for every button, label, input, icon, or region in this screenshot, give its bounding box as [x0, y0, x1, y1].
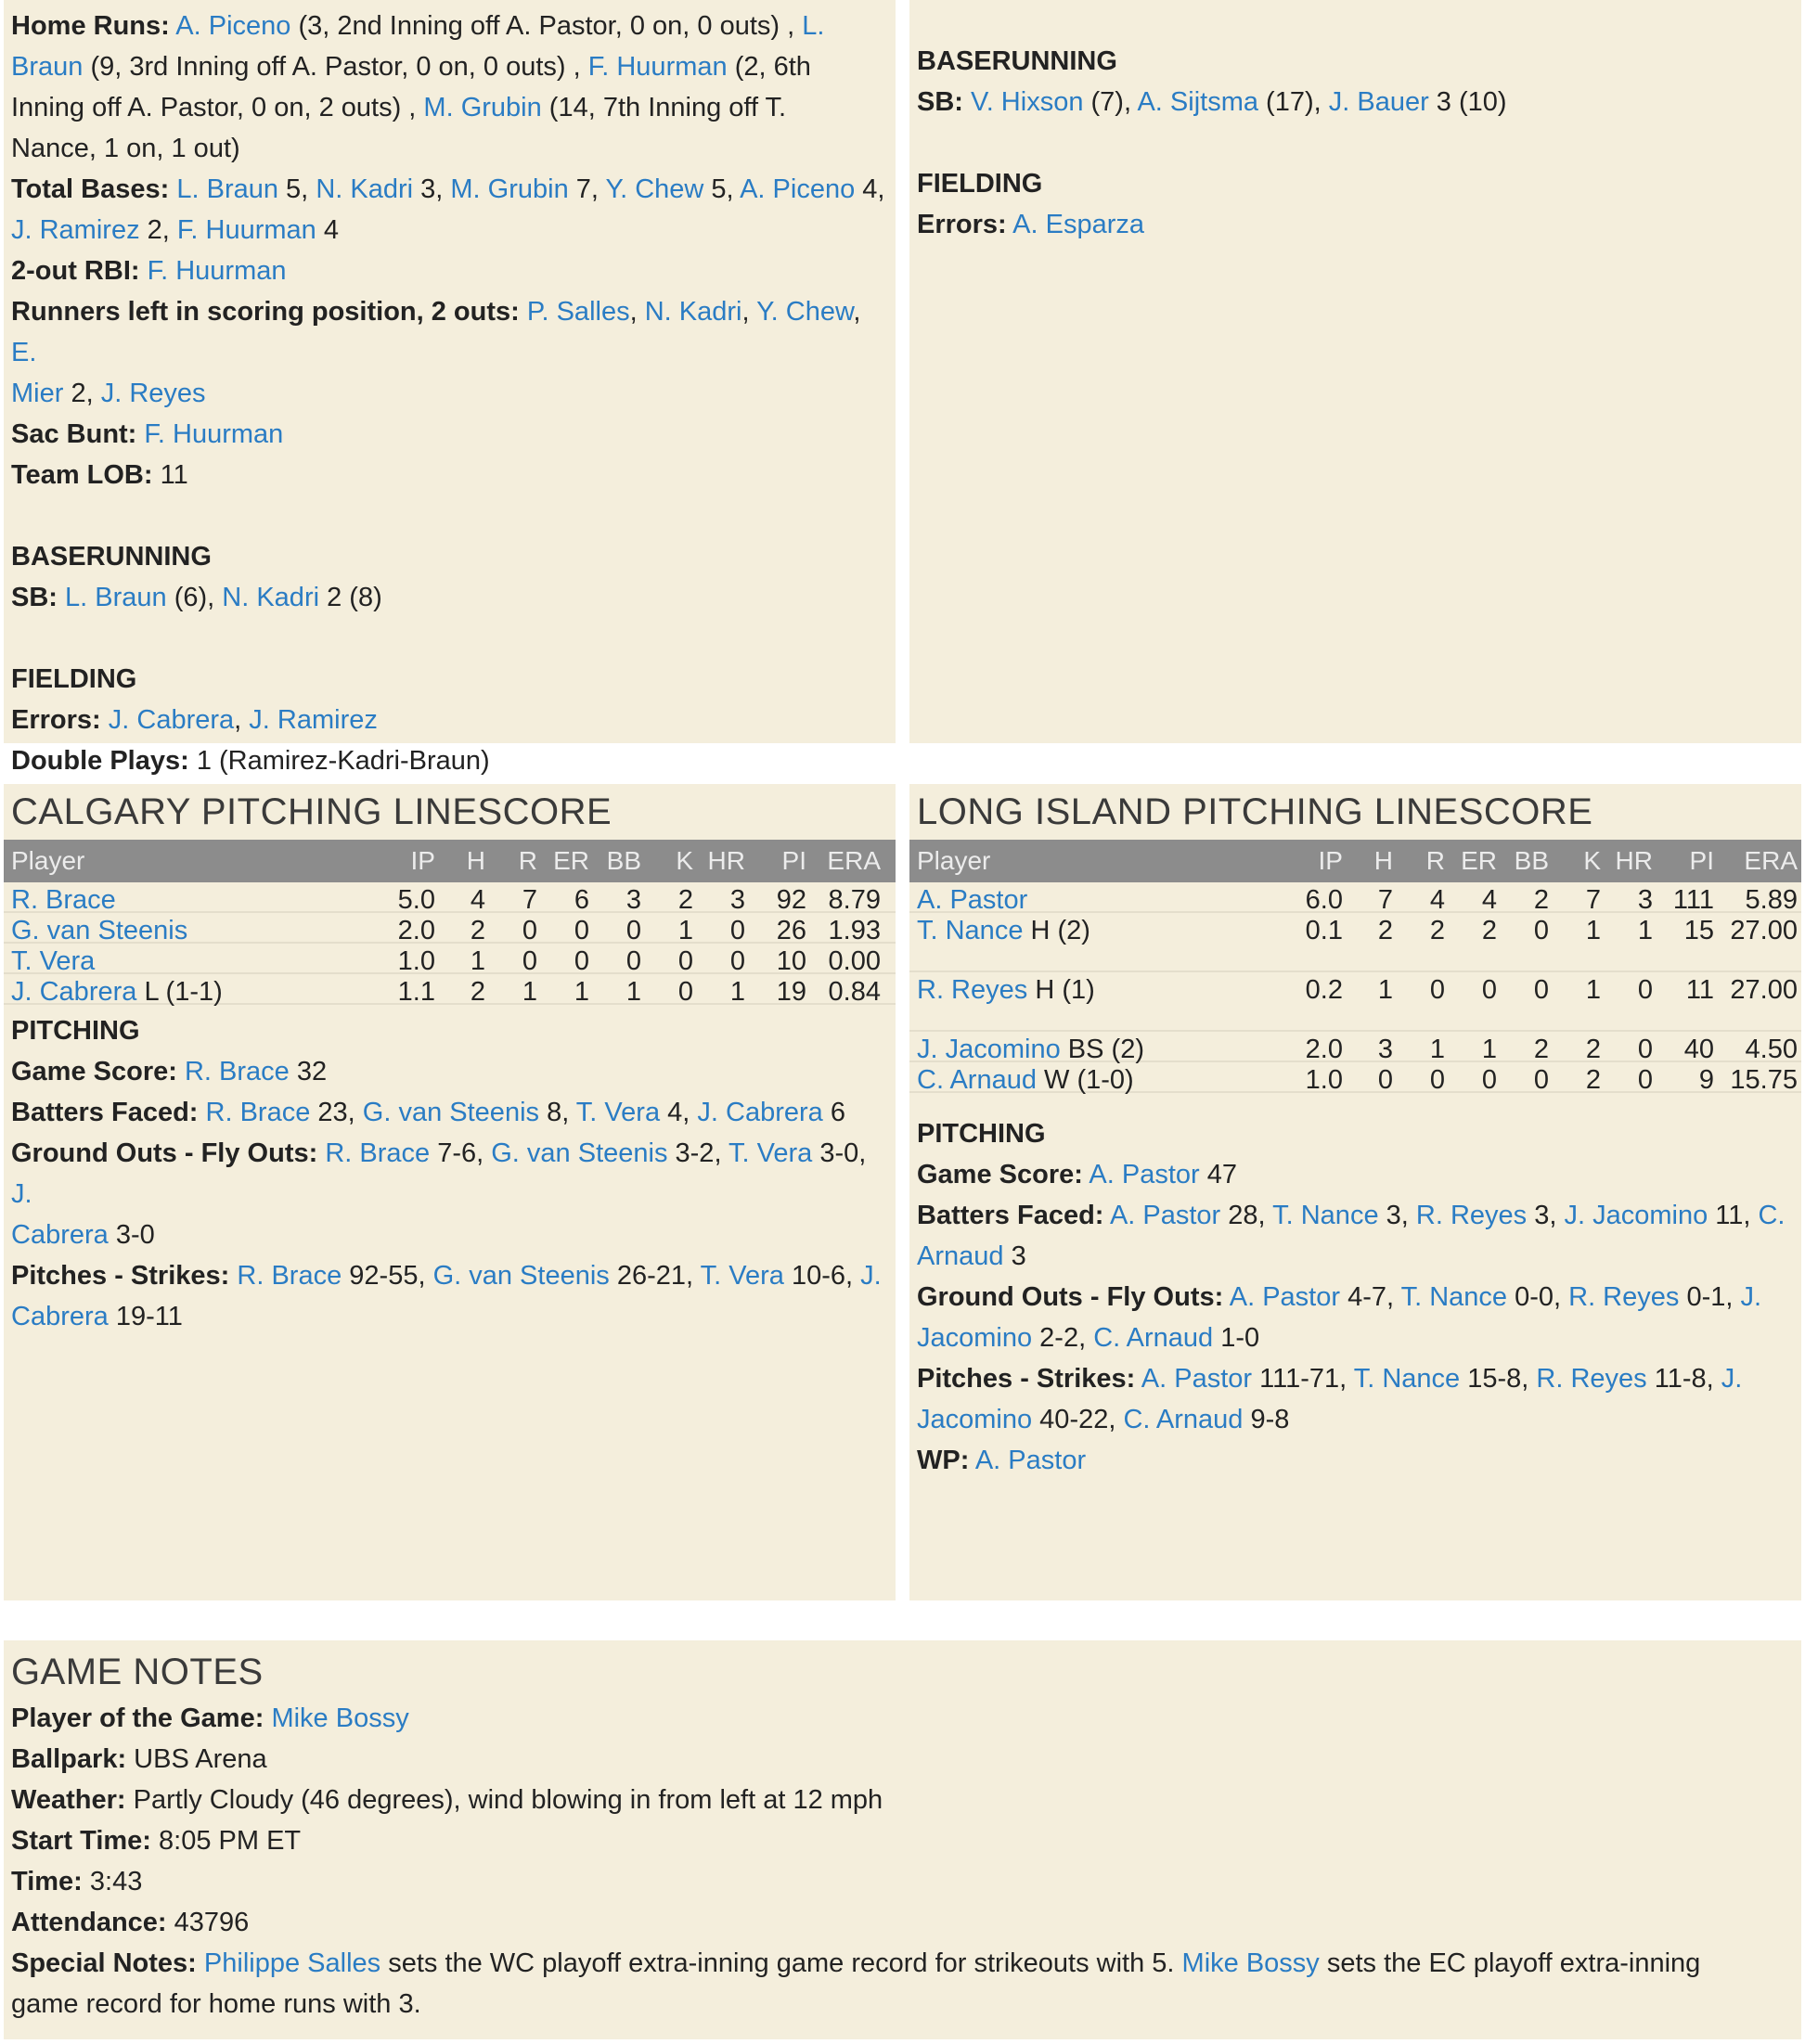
calgary-batting-notes-panel: Home Runs: A. Piceno (3, 2nd Inning off A. Pastor, 0 on, 0 outs) , L. Braun (9, 3rd Inning off A. Pastor, 0 on, 0 outs) , F. Huurman (2, 6th Inning off A. Pastor, 0 on, 2 outs) , M. Grubin (14, 7th Inning off T. Nance, 1 on, 1 out) Total Bases: L. Braun 5, N. Kadri 3, M. Grubin 7, Y. Chew 5, A. Piceno 4, J. Ramirez 2, F. Huurman 4 2-out RBI: F. Huurman Runners left in scoring position, 2 outs: P. Salles, N. Kadri, Y. Chew, E. Mier 2, J. Reyes Sac Bunt: F. Huurman Team LOB: 11 BASERUNNING SB: L. Braun (6), N. Kadri 2 (8) FIELDING Errors: J. Cabrera, J. Ramirez Double Plays: 1 (Ramirez-Kadri-Braun) — [4, 0, 896, 743]
stat-cell-bb: 2 — [1533, 885, 1549, 915]
pitching-table-body — [4, 882, 896, 1005]
player-link[interactable]: M. Grubin — [450, 174, 569, 204]
pitching-heading: PITCHING — [11, 1016, 140, 1046]
pitcher-cell — [4, 946, 370, 977]
stat-cell-bb: 2 — [1533, 1035, 1549, 1064]
table-row — [4, 944, 896, 974]
player-link[interactable]: R. Reyes — [1415, 1201, 1528, 1230]
player-link[interactable]: Mike Bossy — [1181, 1948, 1320, 1978]
player-link[interactable]: G. van Steenis — [362, 1098, 540, 1127]
player-link[interactable]: A. Esparza — [1012, 210, 1145, 239]
start-time-line: Start Time: 8:05 PM ET — [11, 1826, 302, 1856]
stat-cell-bb: 1 — [625, 977, 641, 1007]
stat-cell-era: 5.89 — [1745, 885, 1798, 915]
stat-cell-pi: 9 — [1698, 1065, 1714, 1095]
stat-cell-ip: 2.0 — [397, 916, 435, 945]
baserunning-heading: BASERUNNING — [11, 542, 212, 572]
stat-cell-hr: 0 — [1637, 1065, 1653, 1095]
stat-cell-pi: 15 — [1683, 916, 1714, 945]
game-score-line: Game Score: R. Brace 32 — [11, 1057, 328, 1086]
decision-note: W (1-0) — [1036, 1065, 1134, 1095]
player-link[interactable]: L. Braun — [65, 583, 167, 612]
stat-cell-h: 0 — [1377, 1065, 1393, 1095]
stat-cell-k: 0 — [677, 946, 693, 976]
stat-cell-bb: 0 — [625, 916, 641, 945]
stat-cell-h: 7 — [1377, 885, 1393, 915]
player-link[interactable]: Mier — [11, 379, 64, 408]
sac-bunt-line: Sac Bunt: F. Huurman — [11, 419, 284, 449]
errors-line: Errors: J. Cabrera, J. Ramirez — [11, 705, 378, 735]
two-out-rbi-line: 2-out RBI: F. Huurman — [11, 256, 287, 286]
pitcher-cell — [909, 1035, 1278, 1065]
player-link[interactable]: Y. Chew — [605, 174, 704, 204]
stat-cell-r: 0 — [1429, 1065, 1445, 1095]
stat-cell-r: 4 — [1429, 885, 1445, 915]
player-link[interactable]: Cabrera — [11, 1220, 109, 1250]
player-link[interactable]: C. Arnaud — [1123, 1405, 1244, 1434]
stat-cell-pi: 92 — [776, 885, 806, 915]
pitcher-cell — [4, 885, 370, 916]
player-link[interactable]: N. Kadri — [222, 583, 320, 612]
stat-cell-k: 2 — [677, 885, 693, 915]
table-row — [909, 972, 1801, 1032]
stat-cell-ip: 1.0 — [397, 946, 435, 976]
table-row — [4, 974, 896, 1005]
player-link[interactable]: R. Reyes — [917, 975, 1028, 1005]
table-header: Player IP H R ER BB K HR PI ERA — [4, 840, 896, 882]
table-row — [909, 1032, 1801, 1062]
double-plays-line: Double Plays: 1 (Ramirez-Kadri-Braun) — [11, 746, 490, 776]
weather-line: Weather: Partly Cloudy (46 degrees), wind blowing in from left at 12 mph — [11, 1785, 883, 1815]
player-link[interactable]: J. Ramirez — [11, 215, 140, 245]
home-runs-line: Home Runs: A. Piceno (3, 2nd Inning off A. Pastor, 0 on, 0 outs) , L. — [11, 11, 825, 41]
pitcher-cell — [4, 977, 370, 1008]
player-link[interactable]: J. — [1721, 1364, 1743, 1394]
player-link[interactable]: L. Braun — [176, 174, 278, 204]
player-link[interactable]: R. Reyes — [1536, 1364, 1647, 1394]
player-link[interactable]: J. Jacomino — [1564, 1201, 1708, 1230]
player-link[interactable]: R. Brace — [184, 1057, 290, 1086]
player-link[interactable]: A. Sijtsma — [1137, 87, 1258, 117]
stat-cell-bb: 0 — [1533, 975, 1549, 1005]
stat-cell-pi: 40 — [1683, 1035, 1714, 1064]
stat-cell-k: 1 — [677, 916, 693, 945]
table-row — [4, 913, 896, 944]
pitching-heading: PITCHING — [917, 1119, 1046, 1149]
batters-faced-line: Batters Faced: A. Pastor 28, T. Nance 3, R. Reyes 3, J. Jacomino 11, C. — [917, 1201, 1786, 1230]
stat-cell-era: 4.50 — [1745, 1035, 1798, 1064]
stat-cell-h: 1 — [1377, 975, 1393, 1005]
game-score-line: Game Score: A. Pastor 47 — [917, 1160, 1237, 1189]
stat-cell-h: 2 — [1377, 916, 1393, 945]
ground-fly-outs-line: Ground Outs - Fly Outs: R. Brace 7-6, G. van Steenis 3-2, T. Vera 3-0, J. — [11, 1138, 867, 1209]
table-row — [909, 913, 1801, 972]
ballpark-line: Ballpark: UBS Arena — [11, 1744, 267, 1774]
stat-cell-hr: 3 — [729, 885, 745, 915]
stolen-bases-line: SB: V. Hixson (7), A. Sijtsma (17), J. Bauer 3 (10) — [917, 87, 1507, 117]
game-notes-panel: GAME NOTES Player of the Game: Mike Bossy Ballpark: UBS Arena Weather: Partly Cloudy (46 degrees), wind blowing in from left at 12 mph Start Time: 8:05 PM ET Time: 3:43 Attendance: 43796 Special Notes: Philippe Salles sets the WC playoff extra-inning game record for strikeouts with 5. Mike Bossy sets the EC playoff extra-inning game record for home runs with 3. — [4, 1640, 1801, 2039]
stat-cell-pi: 11 — [1685, 975, 1714, 1005]
stat-cell-er: 0 — [574, 946, 589, 976]
stat-cell-r: 2 — [1429, 916, 1445, 945]
stat-cell-ip: 1.1 — [397, 977, 435, 1007]
stat-cell-er: 1 — [1481, 1035, 1497, 1064]
player-link[interactable]: R. Brace — [325, 1138, 431, 1168]
stat-cell-k: 1 — [1585, 916, 1601, 945]
player-link[interactable]: T. Nance — [1353, 1364, 1461, 1394]
stat-cell-r: 1 — [522, 977, 537, 1007]
stat-cell-hr: 3 — [1637, 885, 1653, 915]
long-island-batting-notes-panel — [909, 0, 1801, 743]
player-link[interactable]: J. Cabrera — [108, 705, 235, 735]
player-link[interactable]: Jacomino — [917, 1405, 1033, 1434]
stat-cell-era: 0.00 — [828, 946, 881, 976]
long-island-pitching-panel: LONG ISLAND PITCHING LINESCORE Player IP H R ER BB K HR PI ERA A. Pastor 6.0 7 4 4 2 7 3 111 5.89 T. Nance H (2) 0.1 2 2 2 0 1 1 15 27.00 R. Reyes H (1) 0.2 1 0 0 0 1 0 11 27.00 J. Jacomino BS (2) 2.0 3 1 1 2 2 0 40 4.50 C. Arnaud W (1-0) 1.0 0 0 0 0 2 0 9 15.75 PITCHING Game Score: A. Pastor 47 Batters Faced: A. Pastor 28, T. Nance 3, R. Reyes 3, J. Jacomino 11, C. Arnaud 3 Ground Outs - Fly Outs: A. Pastor 4-7, T. Nance 0-0, R. Reyes 0-1, J. Jacomino 2-2, C. Arnaud 1-0 Pitches - Strikes: A. Pastor 111-71, T. Nance 15-8, R. Reyes 11-8, J. Jacomino 40-22, C. Arnaud 9-8 WP: A. Pastor — [909, 784, 1801, 1600]
pitches-strikes-line: Pitches - Strikes: A. Pastor 111-71, T. Nance 15-8, R. Reyes 11-8, J. — [917, 1364, 1743, 1394]
player-link[interactable]: Mike Bossy — [271, 1703, 409, 1733]
stat-cell-ip: 6.0 — [1305, 885, 1343, 915]
player-link[interactable]: A. Piceno — [740, 174, 856, 204]
attendance-line: Attendance: 43796 — [11, 1908, 250, 1937]
player-link[interactable]: M. Grubin — [423, 93, 542, 122]
stat-cell-er: 1 — [574, 977, 589, 1007]
player-of-game-line: Player of the Game: Mike Bossy — [11, 1703, 409, 1733]
player-link[interactable]: J. — [860, 1261, 882, 1291]
stat-cell-era: 27.00 — [1730, 916, 1798, 945]
winning-pitcher-line: WP: A. Pastor — [917, 1446, 1087, 1475]
stat-cell-era: 27.00 — [1730, 975, 1798, 1005]
stat-cell-hr: 0 — [729, 916, 745, 945]
player-link[interactable]: F. Huurman — [144, 419, 284, 449]
player-link[interactable]: J. Reyes — [100, 379, 206, 408]
player-link[interactable]: F. Huurman — [176, 215, 316, 245]
stat-cell-era: 15.75 — [1730, 1065, 1798, 1095]
player-link[interactable]: J. Cabrera — [11, 977, 137, 1007]
player-link[interactable]: Y. Chew — [756, 297, 854, 327]
ground-fly-outs-line: Ground Outs - Fly Outs: A. Pastor 4-7, T. Nance 0-0, R. Reyes 0-1, J. — [917, 1282, 1762, 1312]
player-link[interactable]: J. Ramirez — [249, 705, 378, 735]
stat-cell-hr: 1 — [1637, 916, 1653, 945]
errors-line: Errors: A. Esparza — [917, 210, 1145, 239]
stat-cell-pi: 19 — [776, 977, 806, 1007]
player-link[interactable]: J. Bauer — [1328, 87, 1429, 117]
stat-cell-era: 1.93 — [828, 916, 881, 945]
player-link[interactable]: T. Nance — [1400, 1282, 1508, 1312]
stat-cell-bb: 0 — [625, 946, 641, 976]
pitcher-cell — [909, 885, 1278, 916]
stat-cell-pi: 10 — [776, 946, 806, 976]
table-row — [4, 882, 896, 913]
decision-note: L (1-1) — [136, 977, 223, 1007]
rlisp-line: Runners left in scoring position, 2 outs: P. Salles, N. Kadri, Y. Chew, E. — [11, 297, 861, 367]
baserunning-heading: BASERUNNING — [917, 46, 1117, 76]
player-link[interactable]: F. Huurman — [147, 256, 287, 286]
stat-cell-h: 3 — [1377, 1035, 1393, 1064]
stat-cell-k: 7 — [1585, 885, 1601, 915]
stat-cell-r: 1 — [1429, 1035, 1445, 1064]
stat-cell-ip: 5.0 — [397, 885, 435, 915]
stat-cell-er: 4 — [1481, 885, 1497, 915]
stat-cell-k: 2 — [1585, 1065, 1601, 1095]
player-link[interactable]: T. Vera — [700, 1261, 784, 1291]
stat-cell-bb: 3 — [625, 885, 641, 915]
pitcher-cell — [4, 916, 370, 946]
player-link[interactable]: P. Salles — [526, 297, 630, 327]
player-link[interactable]: F. Huurman — [587, 52, 728, 82]
pitching-table-body — [909, 882, 1801, 1093]
stat-cell-hr: 0 — [729, 946, 745, 976]
player-link[interactable]: T. Vera — [11, 946, 96, 976]
stat-cell-hr: 0 — [1637, 975, 1653, 1005]
team-lob-line: Team LOB: 11 — [11, 460, 188, 490]
stat-cell-h: 1 — [470, 946, 485, 976]
player-link[interactable]: J. Jacomino — [917, 1035, 1061, 1064]
total-bases-line: Total Bases: L. Braun 5, N. Kadri 3, M. Grubin 7, Y. Chew 5, A. Piceno 4, — [11, 174, 885, 204]
stat-cell-era: 8.79 — [828, 885, 881, 915]
stat-cell-bb: 0 — [1533, 1065, 1549, 1095]
table-header: Player IP H R ER BB K HR PI ERA — [909, 840, 1801, 882]
player-link[interactable]: V. Hixson — [971, 87, 1084, 117]
player-link[interactable]: R. Reyes — [1568, 1282, 1680, 1312]
player-link[interactable]: L. — [802, 11, 825, 41]
player-link[interactable]: C. — [1758, 1201, 1786, 1230]
table-row — [909, 882, 1801, 913]
player-link[interactable]: J. Cabrera — [697, 1098, 823, 1127]
player-link[interactable]: J. — [1740, 1282, 1762, 1312]
pitcher-cell — [909, 916, 1278, 946]
decision-note: H (1) — [1027, 975, 1095, 1005]
batters-faced-line: Batters Faced: R. Brace 23, G. van Steenis 8, T. Vera 4, J. Cabrera 6 — [11, 1098, 845, 1127]
table-row — [909, 1062, 1801, 1093]
panel-title: CALGARY PITCHING LINESCORE — [11, 791, 612, 832]
player-link[interactable]: C. Arnaud — [1093, 1323, 1214, 1353]
stat-cell-er: 2 — [1481, 916, 1497, 945]
player-link[interactable]: Braun — [11, 52, 84, 82]
player-link[interactable]: R. Brace — [237, 1261, 342, 1291]
pitcher-cell — [909, 1065, 1278, 1096]
stat-cell-era: 0.84 — [828, 977, 881, 1007]
pitches-strikes-line: Pitches - Strikes: R. Brace 92-55, G. van Steenis 26-21, T. Vera 10-6, J. — [11, 1261, 882, 1291]
player-link[interactable]: A. Pastor — [974, 1446, 1087, 1475]
fielding-heading: FIELDING — [917, 169, 1043, 199]
stat-cell-k: 0 — [677, 977, 693, 1007]
stat-cell-r: 0 — [522, 946, 537, 976]
panel-title: LONG ISLAND PITCHING LINESCORE — [917, 791, 1593, 832]
stat-cell-r: 0 — [1429, 975, 1445, 1005]
player-link[interactable]: E. — [11, 338, 37, 367]
stat-cell-ip: 0.1 — [1305, 916, 1343, 945]
stat-cell-er: 6 — [574, 885, 589, 915]
stat-cell-ip: 2.0 — [1305, 1035, 1343, 1064]
player-link[interactable]: N. Kadri — [316, 174, 414, 204]
stat-cell-pi: 111 — [1672, 885, 1714, 915]
decision-note: BS (2) — [1060, 1035, 1144, 1064]
player-link[interactable]: A. Pastor — [1109, 1201, 1221, 1230]
player-link[interactable]: G. van Steenis — [491, 1138, 668, 1168]
player-link[interactable]: A. Pastor — [1229, 1282, 1341, 1312]
stat-cell-er: 0 — [574, 916, 589, 945]
panel-title: GAME NOTES — [11, 1652, 264, 1692]
stat-cell-pi: 26 — [776, 916, 806, 945]
stat-cell-h: 4 — [470, 885, 485, 915]
player-link[interactable]: R. Brace — [205, 1098, 311, 1127]
stat-cell-er: 0 — [1481, 1065, 1497, 1095]
stat-cell-ip: 1.0 — [1305, 1065, 1343, 1095]
stat-cell-hr: 0 — [1637, 1035, 1653, 1064]
stat-cell-hr: 1 — [729, 977, 745, 1007]
special-notes-line: Special Notes: Philippe Salles sets the WC playoff extra-inning game record for strikeouts with 5. Mike Bossy sets the EC playoff extra-inning — [11, 1948, 1701, 1978]
player-link[interactable]: T. Nance — [917, 916, 1024, 945]
stat-cell-h: 2 — [470, 916, 485, 945]
stat-cell-er: 0 — [1481, 975, 1497, 1005]
player-link[interactable]: T. Nance — [1272, 1201, 1379, 1230]
player-link[interactable]: Philippe Salles — [203, 1948, 381, 1978]
player-link[interactable]: G. van Steenis — [11, 916, 188, 945]
stat-cell-k: 2 — [1585, 1035, 1601, 1064]
player-link[interactable]: T. Vera — [575, 1098, 661, 1127]
player-link[interactable]: Jacomino — [917, 1323, 1033, 1353]
player-link[interactable]: R. Brace — [11, 885, 116, 915]
player-link[interactable]: A. Pastor — [917, 885, 1028, 915]
decision-note: H (2) — [1023, 916, 1090, 945]
fielding-heading: FIELDING — [11, 664, 137, 694]
player-link[interactable]: G. van Steenis — [432, 1261, 610, 1291]
player-link[interactable]: A. Piceno — [175, 11, 291, 41]
player-link[interactable]: A. Pastor — [1141, 1364, 1253, 1394]
player-link[interactable]: N. Kadri — [644, 297, 742, 327]
calgary-pitching-panel: CALGARY PITCHING LINESCORE Player IP H R ER BB K HR PI ERA R. Brace 5.0 4 7 6 3 2 3 92 8.79 G. van Steenis 2.0 2 0 0 0 1 0 26 1.93 T. Vera 1.0 1 0 0 0 0 0 10 0.00 J. Cabrera L (1-1) 1.1 2 1 1 1 0 1 19 0.84 PITCHING Game Score: R. Brace 32 Batters Faced: R. Brace 23, G. van Steenis 8, T. Vera 4, J. Cabrera 6 Ground Outs - Fly Outs: R. Brace 7-6, G. van Steenis 3-2, T. Vera 3-0, J. Cabrera 3-0 Pitches - Strikes: R. Brace 92-55, G. van Steenis 26-21, T. Vera 10-6, J. Cabrera 19-11 — [4, 784, 896, 1600]
stat-cell-bb: 0 — [1533, 916, 1549, 945]
stat-cell-r: 0 — [522, 916, 537, 945]
stat-cell-h: 2 — [470, 977, 485, 1007]
player-link[interactable]: A. Pastor — [1089, 1160, 1200, 1189]
player-link[interactable]: J. — [11, 1179, 32, 1209]
game-time-line: Time: 3:43 — [11, 1867, 143, 1896]
player-link[interactable]: T. Vera — [728, 1138, 813, 1168]
player-link[interactable]: Cabrera — [11, 1302, 109, 1331]
stat-cell-k: 1 — [1585, 975, 1601, 1005]
stat-cell-r: 7 — [522, 885, 537, 915]
pitcher-cell — [909, 975, 1278, 1006]
stat-cell-ip: 0.2 — [1305, 975, 1343, 1005]
player-link[interactable]: Arnaud — [917, 1241, 1004, 1271]
stolen-bases-line: SB: L. Braun (6), N. Kadri 2 (8) — [11, 583, 382, 612]
player-link[interactable]: C. Arnaud — [917, 1065, 1037, 1095]
